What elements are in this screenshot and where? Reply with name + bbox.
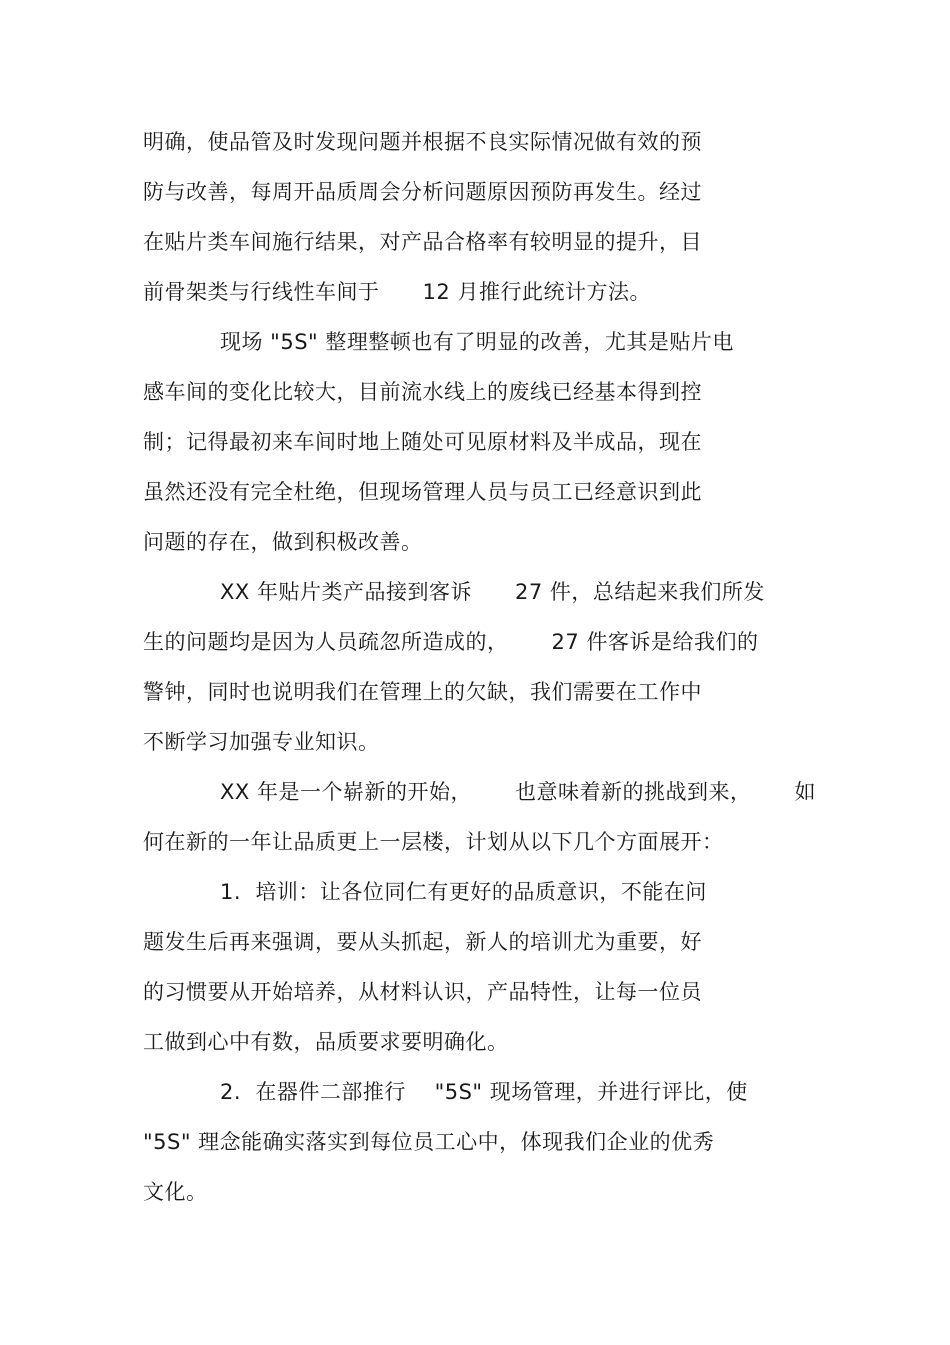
text-line: 前骨架类与行线性车间于 12 月推行此统计方法。 — [143, 280, 651, 304]
text-line: 生的问题均是因为人员疏忽所造成的， 27 件客诉是给我们的 — [143, 630, 759, 654]
text-line: 不断学习加强专业知识。 — [143, 730, 380, 754]
text-line: 的习惯要从开始培养，从材料认识，产品特性，让每一位员 — [143, 980, 702, 1004]
text-line: 工做到心中有数，品质要求要明确化。 — [143, 1030, 509, 1054]
text-line: 在贴片类车间施行结果，对产品合格率有较明显的提升，目 — [143, 230, 702, 254]
text-line: 问题的存在，做到积极改善。 — [143, 530, 423, 554]
paragraph-start-line: XX 年贴片类产品接到客诉 27 件，总结起来我们所发 — [220, 580, 765, 604]
text-line: 何在新的一年让品质更上一层楼，计划从以下几个方面展开： — [143, 830, 724, 854]
text-line: 文化。 — [143, 1180, 208, 1204]
paragraph-start-line: 现场 "5S" 整理整顿也有了明显的改善，尤其是贴片电 — [220, 330, 734, 354]
list-item-2-line: 2. 在器件二部推行 "5S" 现场管理，并进行评比，使 — [220, 1080, 748, 1104]
text-line: 警钟，同时也说明我们在管理上的欠缺，我们需要在工作中 — [143, 680, 702, 704]
text-line: "5S" 理念能确实落实到每位员工心中，体现我们企业的优秀 — [143, 1130, 715, 1154]
text-line: 感车间的变化比较大，目前流水线上的废线已经基本得到控 — [143, 380, 702, 404]
text-line: 防与改善，每周开品质周会分析问题原因预防再发生。经过 — [143, 180, 702, 204]
text-line: 题发生后再来强调，要从头抓起，新人的培训尤为重要，好 — [143, 930, 702, 954]
list-item-1-line: 1. 培训：让各位同仁有更好的品质意识，不能在问 — [220, 880, 707, 904]
paragraph-start-line: XX 年是一个崭新的开始， 也意味着新的挑战到来， 如 — [220, 780, 817, 804]
text-line: 制；记得最初来车间时地上随处可见原材料及半成品，现在 — [143, 430, 702, 454]
text-line: 虽然还没有完全杜绝，但现场管理人员与员工已经意识到此 — [143, 480, 702, 504]
text-line: 明确，使品管及时发现问题并根据不良实际情况做有效的预 — [143, 130, 702, 154]
